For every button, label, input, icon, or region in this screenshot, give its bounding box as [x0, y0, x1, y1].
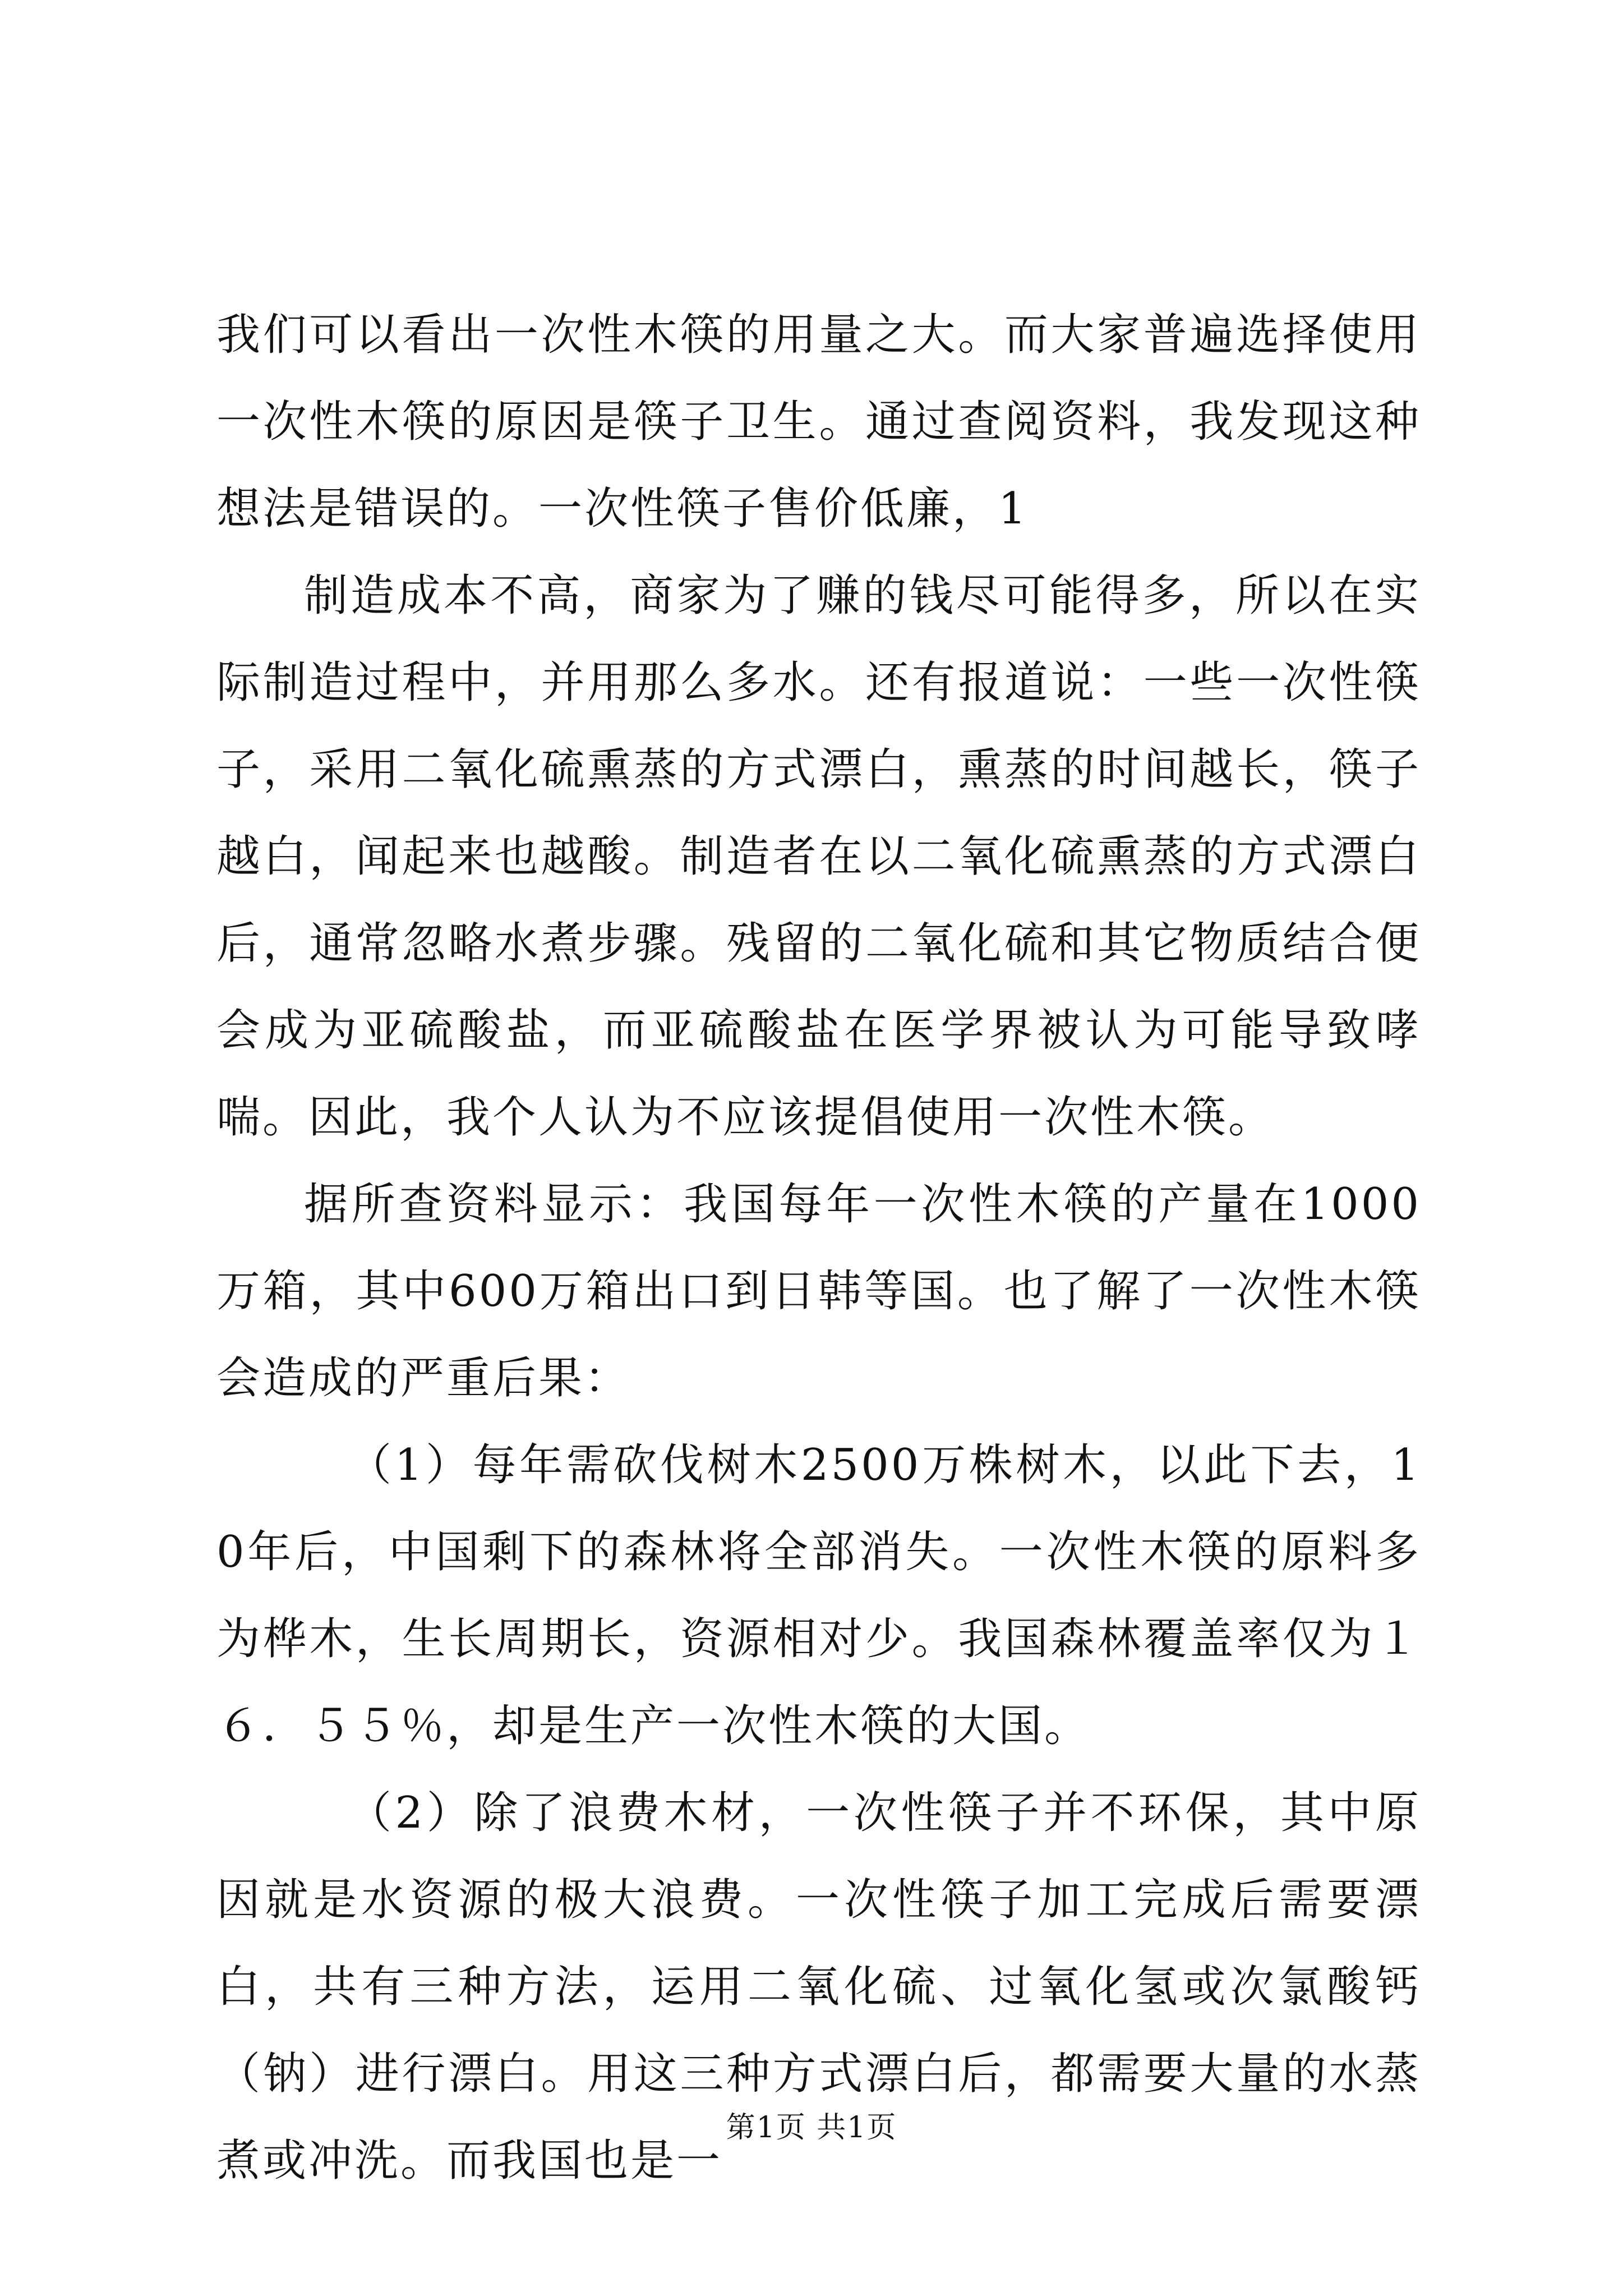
paragraph-2: 制造成本不高，商家为了赚的钱尽可能得多，所以在实际制造过程中，并用那么多水。还有报道说：一些一次性筷子，采用二氧化硫熏蒸的方式漂白，熏蒸的时间越长，筷子越白，闻起来也越酸。制造者在以二氧化硫熏蒸的方式漂白后，通常忽略水煮步骤。残留的二氧化硫和其它物质结合便会成为亚硫酸盐，而亚硫酸盐在医学界被认为可能导致哮喘。因此，我个人认为不应该提倡使用一次性木筷。 — [216, 570, 1421, 1143]
paragraph-3: 据所查资料显示：我国每年一次性木筷的产量在1000万箱，其中600万箱出口到日韩等国。也了解了一次性木筷会造成的严重后果： — [216, 1179, 1421, 1404]
paragraph-1: 我们可以看出一次性木筷的用量之大。而大家普遍选择使用一次性木筷的原因是筷子卫生。通过查阅资料，我发现这种想法是错误的。一次性筷子售价低廉，1 — [216, 310, 1421, 534]
paragraph-4: （1）每年需砍伐树木2500万株树木，以此下去，10年后，中国剩下的森林将全部消失。一次性木筷的原料多为桦木，生长周期长，资源相对少。我国森林覆盖率仅为１６．５５％，却是生产一次性木筷的大国。 — [216, 1440, 1421, 1751]
paragraph-5: （2）除了浪费木材，一次性筷子并不环保，其中原因就是水资源的极大浪费。一次性筷子加工完成后需要漂白，共有三种方法，运用二氧化硫、过氧化氢或次氯酸钙（钠）进行漂白。用这三种方式漂白后，都需要大量的水蒸煮或冲洗。而我国也是一 — [216, 1788, 1421, 2186]
document-body — [216, 292, 1421, 2205]
page-footer: 第1页 共1页 — [726, 2111, 897, 2145]
